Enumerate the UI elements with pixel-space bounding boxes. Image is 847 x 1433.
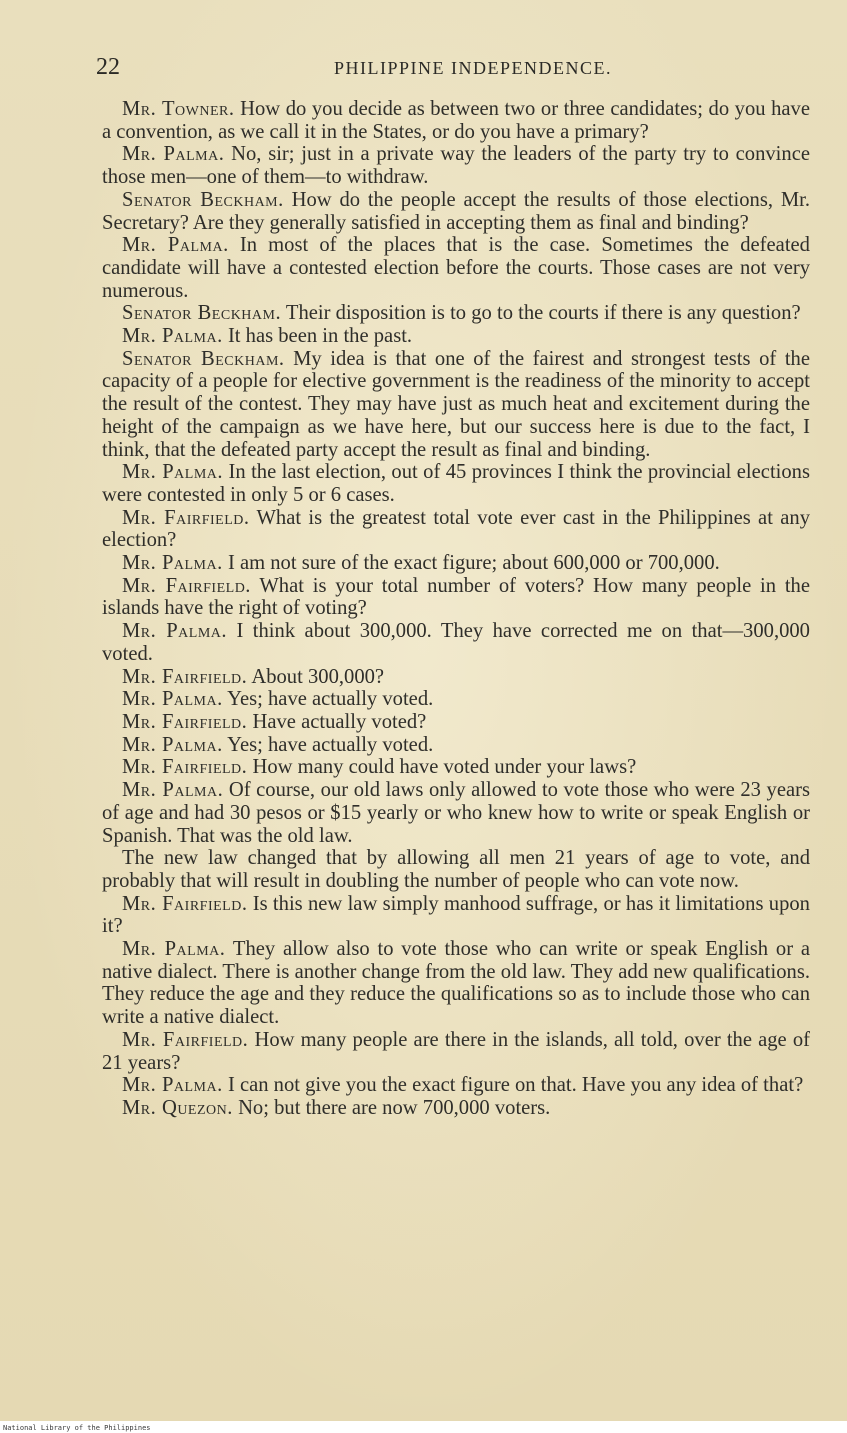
speaker-name: Mr. Fairfield. (122, 710, 248, 733)
speaker-name: Mr. Fairfield. (122, 665, 248, 688)
paragraph-text: I think about 300,000. They have corrected me on that—300,000 voted. (102, 620, 810, 665)
speaker-name: Mr. Palma. (122, 143, 225, 166)
paragraph-text: I am not sure of the exact figure; about 600,000 or 700,000. (227, 552, 720, 575)
paragraph-12 (102, 620, 810, 665)
speaker-name: Mr. Palma. (122, 1074, 223, 1097)
paragraph-text: Yes; have actually voted. (227, 688, 434, 711)
paragraph-text: Is this new law simply manhood suffrage, or has it limitations upon it? (102, 892, 810, 938)
page-body (102, 98, 810, 1120)
speaker-name: Mr. Palma. (122, 461, 224, 484)
paragraph-14 (102, 688, 810, 711)
paragraph-2 (102, 143, 810, 188)
speaker-name: Mr. Fairfield. (122, 1028, 249, 1051)
speaker-name: Mr. Fairfield. (122, 892, 248, 915)
speaker-name: Mr. Palma. (122, 325, 223, 348)
paragraph-text: Have actually voted? (252, 710, 427, 733)
paragraph-1 (102, 98, 810, 143)
speaker-name: Mr. Palma. (122, 733, 223, 756)
paragraph-text: My idea is that one of the fairest and strongest tests of the capacity of a people for elective government is the readiness of the minority to accept the result of the contest. They may have just as much heat and excitement during the height of the campaign as we have here, but our success here is due to the fact, I think, that the defeated party accept the result as final and binding. (102, 347, 810, 461)
paragraph-6 (102, 325, 810, 348)
paragraph-text: What is your total number of voters? How many people in the islands have the right of voting? (102, 574, 810, 620)
speaker-name: Mr. Fairfield. (122, 506, 250, 529)
paragraph-16 (102, 734, 810, 757)
paragraph-text: What is the greatest total vote ever cast in the Philippines at any election? (102, 506, 810, 552)
speaker-name: Mr. Palma. (122, 620, 228, 643)
paragraph-13 (102, 666, 810, 689)
speaker-name: Mr. Palma. (122, 234, 229, 257)
paragraph-4 (102, 234, 810, 302)
paragraph-9 (102, 507, 810, 552)
speaker-name: Senator Beckham. (122, 302, 282, 325)
paragraph-11 (102, 575, 810, 620)
paragraph-20 (102, 893, 810, 938)
paragraph-15 (102, 711, 810, 734)
speaker-name: Mr. Palma. (122, 688, 223, 711)
paragraph-text: The new law changed that by allowing all men 21 years of age to vote, and probably that will result in doubling the number of people who can vote now. (102, 847, 810, 892)
paragraph-text: It has been in the past. (227, 325, 413, 348)
paragraph-text: Yes; have actually voted. (227, 733, 434, 756)
paragraph-23 (102, 1074, 810, 1097)
paragraph-text: How do you decide as between two or three candidates; do you have a convention, as we call it in the States, or do you have a primary? (102, 98, 810, 143)
paragraph-7 (102, 348, 810, 462)
paragraph-22 (102, 1029, 810, 1074)
speaker-name: Senator Beckham. (122, 347, 285, 370)
paragraph-text: In most of the places that is the case. Sometimes the defeated candidate will have a contested election before the courts. Those cases are not very numerous. (102, 234, 810, 302)
paragraph-19 (102, 847, 810, 892)
library-credit: National Library of the Philippines (3, 1424, 151, 1432)
page-number: 22 (96, 54, 120, 80)
paragraph-text: They allow also to vote those who can write or speak English or a native dialect. There is another change from the old law. They add new qualifications. They reduce the age and they reduce the qualifications so as to include those who can write a native dialect. (102, 938, 810, 1029)
speaker-name: Mr. Quezon. (122, 1096, 233, 1119)
paragraph-text: No, sir; just in a private way the leaders of the party try to convince those men—one of them—to withdraw. (102, 143, 810, 189)
speaker-name: Mr. Palma. (122, 938, 226, 961)
paragraph-17 (102, 756, 810, 779)
page-header (96, 54, 810, 88)
paragraph-text: About 300,000? (251, 665, 385, 688)
paragraph-3 (102, 189, 810, 234)
paragraph-18 (102, 779, 810, 847)
paragraph-text: In the last election, out of 45 provinces I think the provincial elections were contested in only 5 or 6 cases. (102, 461, 810, 506)
speaker-name: Mr. Fairfield. (122, 756, 248, 779)
speaker-name: Mr. Palma. (122, 779, 224, 802)
speaker-name: Mr. Towner. (122, 98, 235, 120)
paragraph-8 (102, 461, 810, 506)
paragraph-text: I can not give you the exact figure on that. Have you any idea of that? (227, 1074, 804, 1097)
paragraph-text: How many people are there in the islands, all told, over the age of 21 years? (102, 1028, 810, 1074)
paragraph-text: How do the people accept the results of those elections, Mr. Secretary? Are they generally satisfied in accepting them as final and binding? (102, 188, 810, 234)
paragraph-text: No; but there are now 700,000 voters. (238, 1096, 551, 1119)
paragraph-text: Of course, our old laws only allowed to vote those who were 23 years of age and had 30 pesos or $15 yearly or who knew how to write or speak English or Spanish. That was the old law. (102, 779, 810, 847)
speaker-name: Senator Beckham. (122, 188, 284, 211)
paragraph-21 (102, 938, 810, 1029)
paragraph-5 (102, 302, 810, 325)
paragraph-10 (102, 552, 810, 575)
paragraph-text: Their disposition is to go to the courts if there is any question? (285, 302, 801, 325)
paragraph-text: How many could have voted under your laws? (252, 756, 637, 779)
speaker-name: Mr. Fairfield. (122, 574, 251, 597)
speaker-name: Mr. Palma. (122, 552, 223, 575)
running-head: PHILIPPINE INDEPENDENCE. (334, 58, 612, 78)
paragraph-24 (102, 1097, 810, 1120)
